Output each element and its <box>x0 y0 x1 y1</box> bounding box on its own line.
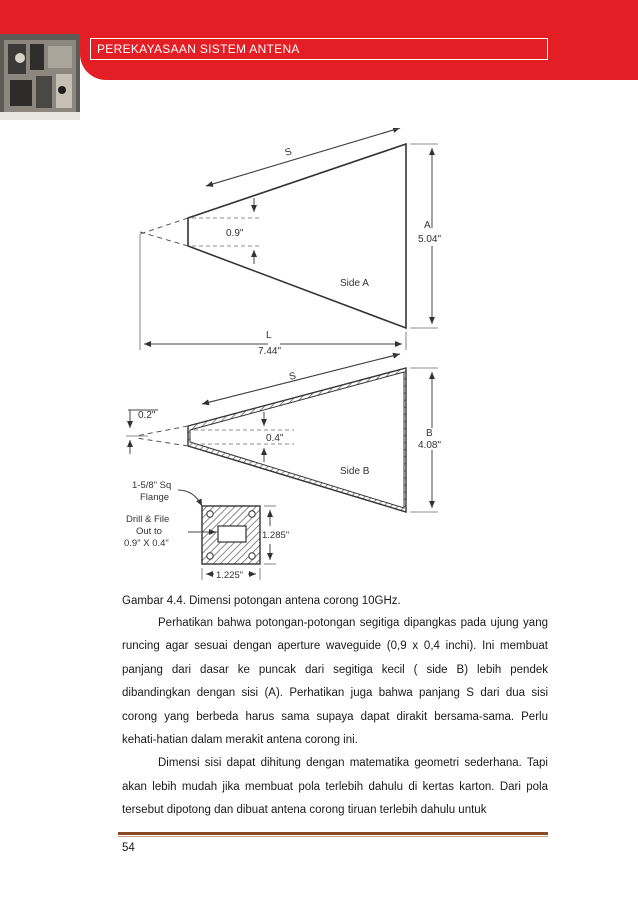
footer-rule <box>118 832 548 835</box>
paragraph-1: Perhatikan bahwa potongan-potongan segitiga dipangkas pada ujung yang runcing agar sesuai dengan aperture waveguide (0,9 x 0,4 inchi). Ini membuat panjang dari dasar ke puncak dari segitiga kecil ( side B) lebih pendek dibandingkan dengan sisi (A). Perhatikan juga bahwa panjang S dari dua sisi corong yang berbeda harus sama supaya dapat dirakit bersama-sama. Perlu kehati-hatian dalam merakit antena corong ini. <box>122 617 548 747</box>
side-a-name: Side A <box>340 278 369 289</box>
side-a-l-value: 7.44" <box>258 346 282 357</box>
side-a-l-label: L <box>266 330 272 341</box>
flange-title-line2: Flange <box>140 492 170 503</box>
flange-height-label: 1.285" <box>262 530 290 541</box>
flange-drawing <box>124 480 289 581</box>
body-text <box>122 612 548 823</box>
paragraph-2: Dimensi sisi dapat dihitung dengan matematika geometri sederhana. Tapi akan lebih mudah jika membuat pola terlebih dahulu di kertas karton. Dari pola tersebut dipotong dan dibuat antena corong tiruan terlebih dahulu untuk <box>122 757 548 817</box>
side-a-throat-label: 0.9" <box>226 228 244 239</box>
header-photo <box>0 34 80 120</box>
footer-rule-thin <box>118 836 548 837</box>
horn-dimension-figure <box>118 128 448 588</box>
side-a-a-value: 5.04" <box>418 234 442 245</box>
side-b-b-value: 4.08" <box>418 440 442 451</box>
figure-caption: Gambar 4.4. Dimensi potongan antena corong 10GHz. <box>122 595 401 607</box>
flange-drill-line3: 0.9" X 0.4" <box>124 538 169 549</box>
header-title: PEREKAYASAAN SISTEM ANTENA <box>97 42 300 56</box>
side-a-s-label: S <box>283 146 294 159</box>
page-number: 54 <box>122 842 135 854</box>
flange-width-label: 1.225" <box>216 570 244 581</box>
flange-drill-line2: Out to <box>136 526 162 537</box>
side-b-throat-label: 0.4" <box>266 433 284 444</box>
side-a-a-label: A <box>424 220 431 231</box>
side-a-drawing <box>140 128 441 357</box>
header-title-box <box>90 38 548 60</box>
side-b-name: Side B <box>340 466 370 477</box>
side-b-b-label: B <box>426 428 433 439</box>
side-b-drawing <box>126 354 441 512</box>
flange-title-line1: 1-5/8" Sq <box>132 480 172 491</box>
flange-drill-line1: Drill & File <box>126 514 170 525</box>
side-b-tip-label: 0.2" <box>138 410 156 421</box>
header-band-left <box>0 0 80 36</box>
side-b-s-label: S <box>288 370 298 383</box>
